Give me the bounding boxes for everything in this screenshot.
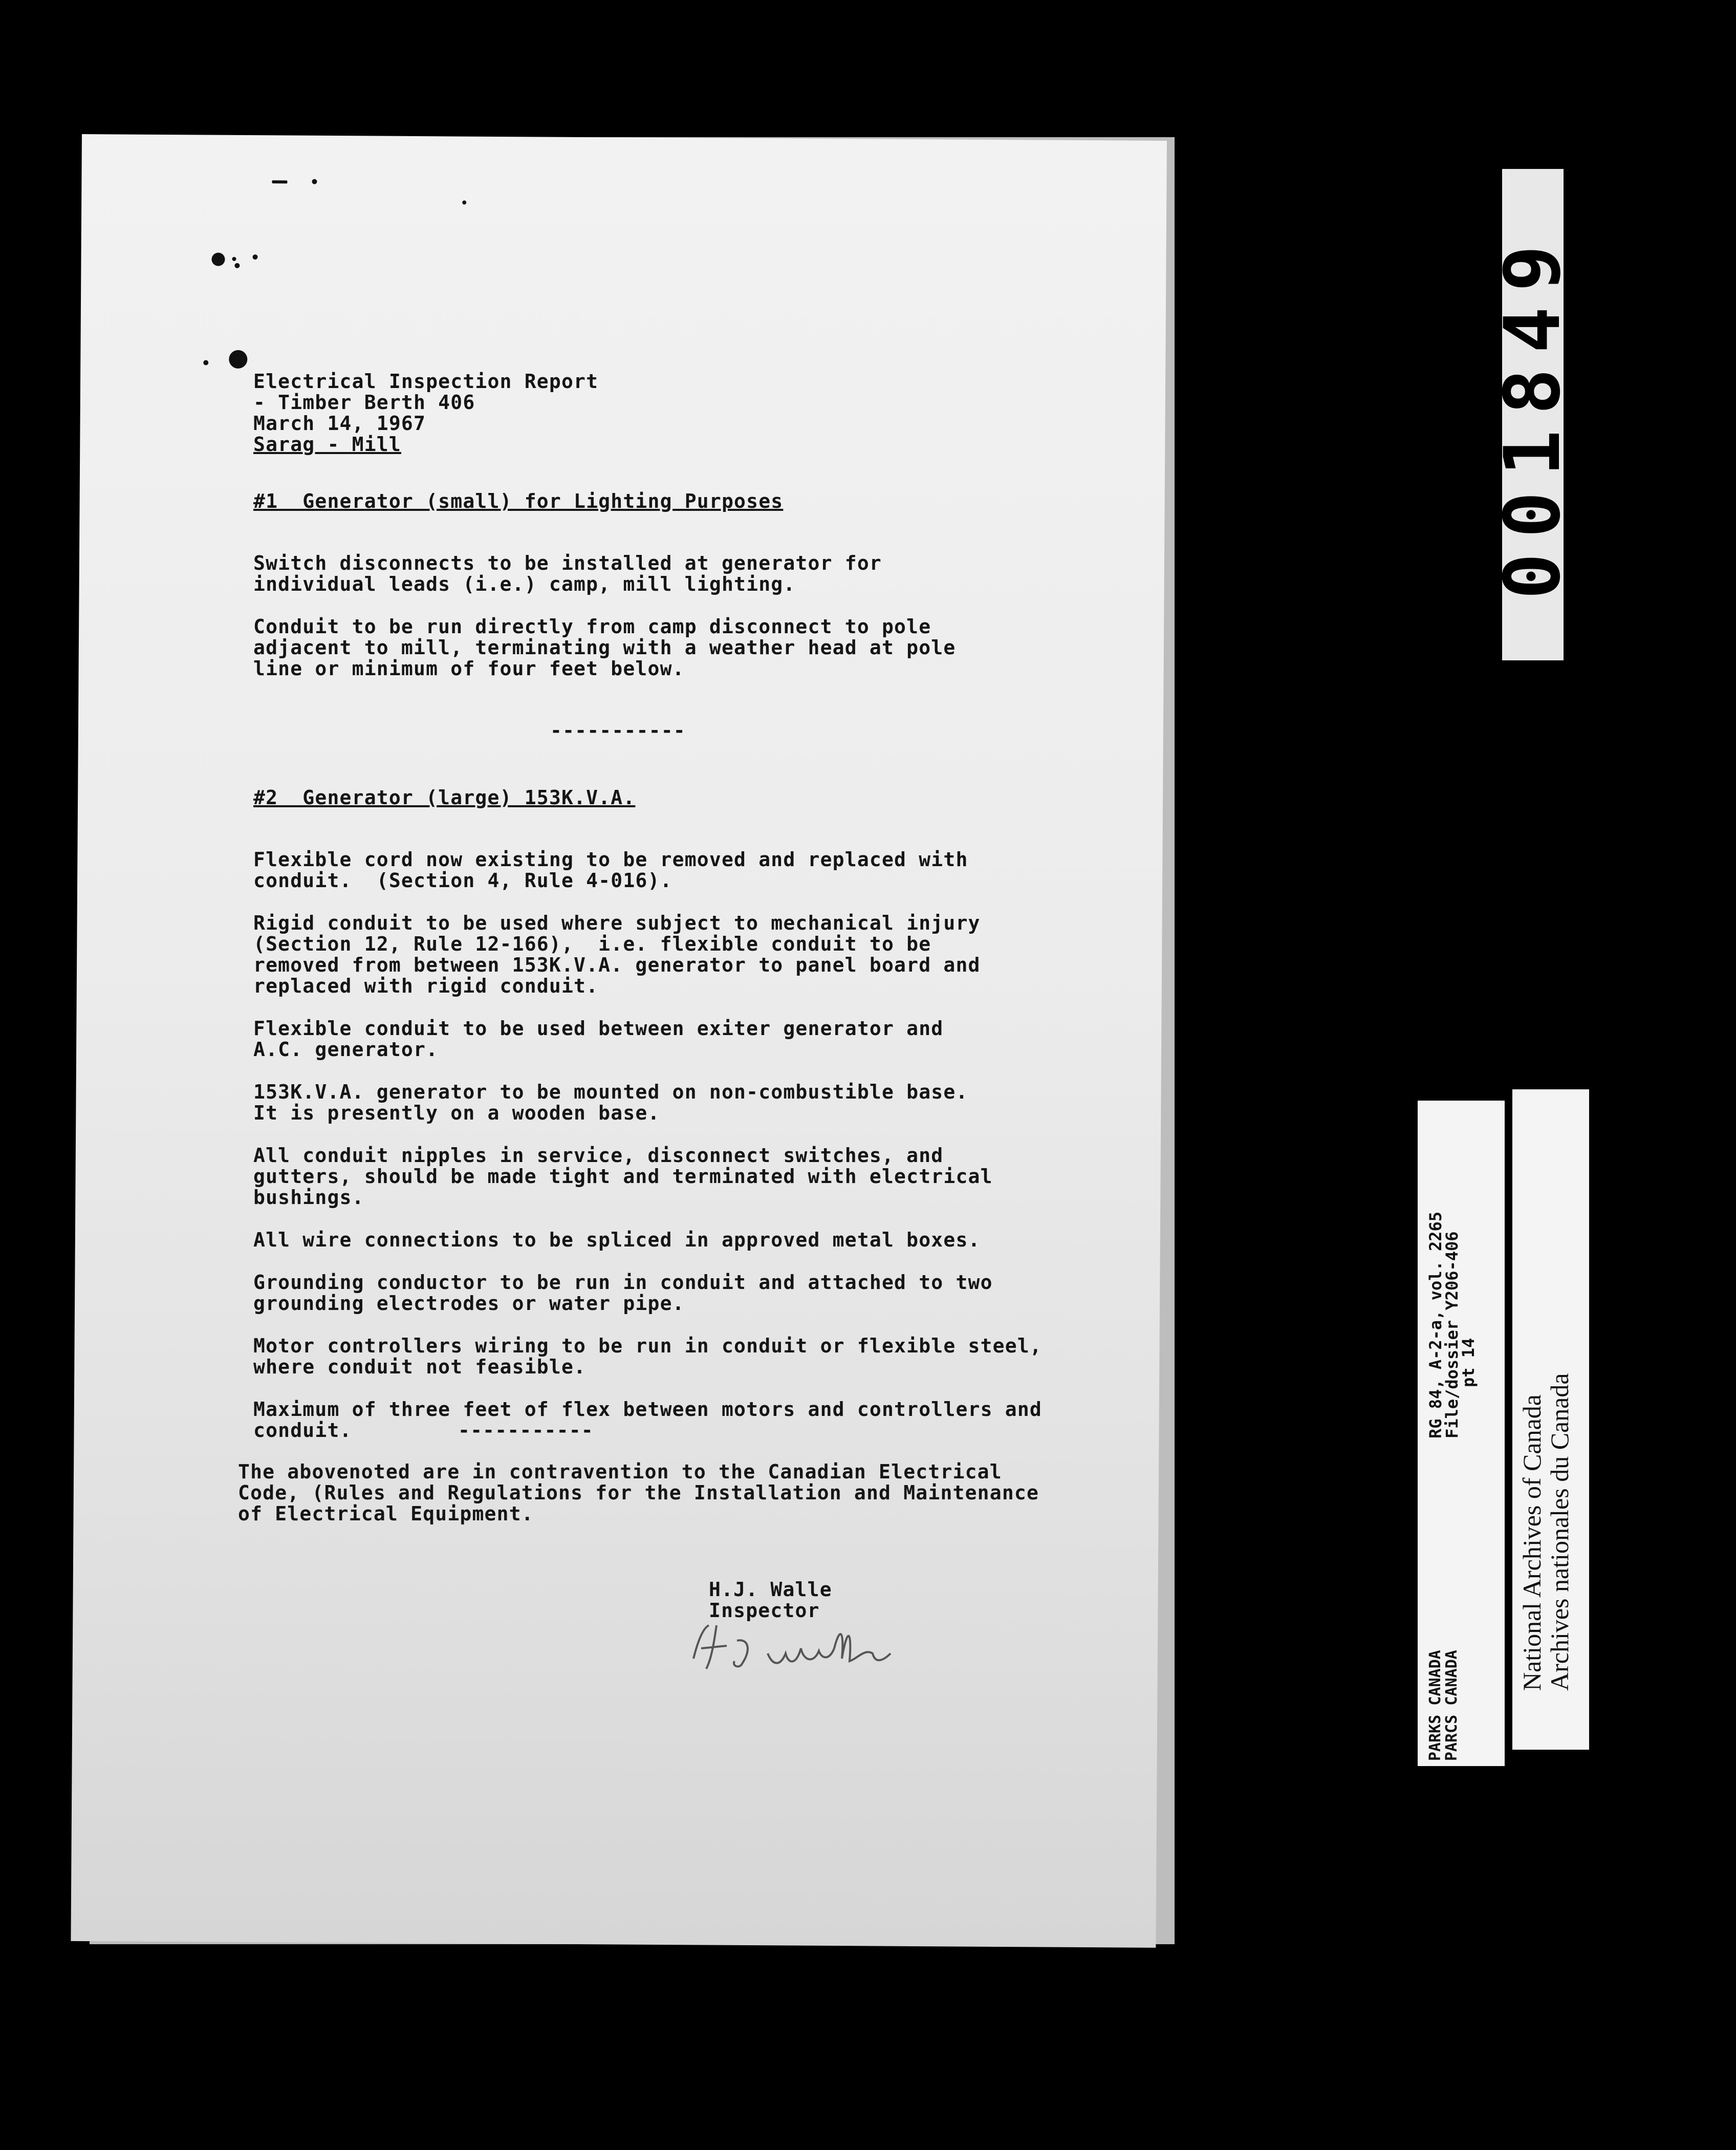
section2-paragraph (253, 1018, 1123, 1060)
report-body (238, 370, 1123, 1525)
text-line: Maximum of three feet of flex between motors and controllers and (253, 1398, 1042, 1421)
separator: ----------- (550, 719, 686, 742)
section2-paragraph (253, 1082, 1123, 1124)
text-line: Flexible conduit to be used between exiter generator and (253, 1017, 944, 1040)
text-line: where conduit not feasible. (253, 1356, 587, 1378)
section1-paragraph (253, 616, 1123, 679)
parcs-canada-line: PARCS CANADA (1443, 1650, 1461, 1761)
text-line: (Section 12, Rule 12-166), i.e. flexible conduit to be (253, 933, 931, 955)
section1-paragraph (253, 553, 1123, 595)
section2-heading-text: #2 Generator (large) 153K.V.A. (253, 786, 636, 809)
text-line: adjacent to mill, terminating with a weather head at pole (253, 636, 956, 659)
speck (312, 179, 317, 184)
file-ref-line: RG 84, A-2-a, vol. 2265 (1426, 1211, 1445, 1438)
file-ref-line: File/dossier Y206-406 (1442, 1231, 1462, 1438)
archives-line-en: National Archives of Canada (1517, 1394, 1546, 1691)
speck (272, 180, 287, 183)
speck (462, 201, 466, 205)
text-line: Rigid conduit to be used where subject to mechanical injury (253, 912, 981, 934)
text-line: bushings. (253, 1186, 364, 1209)
report-date: March 14, 1967 (253, 412, 426, 435)
section2-paragraph (253, 913, 1123, 997)
frame-number-text: 001849 (1488, 230, 1577, 599)
section1-heading-text: #1 Generator (small) for Lighting Purposes (253, 490, 784, 512)
signer-title: Inspector (709, 1599, 820, 1622)
section1-heading (253, 491, 1123, 512)
speck (253, 254, 258, 260)
text-line: conduit. (Section 4, Rule 4-016). (253, 869, 672, 892)
archives-label (1512, 1089, 1589, 1750)
report-header (253, 371, 1123, 455)
closing-paragraph (238, 1461, 1123, 1524)
text-line: of Electrical Equipment. (238, 1502, 534, 1525)
closing-separator: ----------- (458, 1419, 594, 1442)
section2-paragraph (253, 1145, 1123, 1208)
section2-paragraph (253, 849, 1123, 891)
text-line: It is presently on a wooden base. (253, 1102, 660, 1124)
file-reference-label (1418, 1101, 1505, 1766)
text-line: removed from between 153K.V.A. generator to panel board and (253, 954, 981, 976)
text-line: Code, (Rules and Regulations for the Installation and Maintenance (238, 1481, 1039, 1504)
parks-canada-line: PARKS CANADA (1426, 1650, 1444, 1761)
report-location: Sarag - Mill (253, 433, 401, 456)
text-line: Conduit to be run directly from camp disconnect to pole (253, 615, 931, 638)
text-line: Switch disconnects to be installed at generator for (253, 552, 882, 574)
section2-paragraph (253, 1230, 1123, 1251)
text-line: All wire connections to be spliced in approved metal boxes. (253, 1229, 981, 1251)
text-line: gutters, should be made tight and terminated with electrical (253, 1165, 993, 1188)
section2-paragraph (253, 1336, 1123, 1378)
text-line: All conduit nipples in service, disconnect switches, and (253, 1144, 944, 1167)
section2-heading (253, 787, 1123, 808)
report-berth: - Timber Berth 406 (253, 391, 475, 414)
section2-paragraph (253, 1272, 1123, 1314)
handwritten-signature (681, 1618, 911, 1674)
frame-number (1488, 169, 1577, 660)
hole-punch-mark (229, 350, 247, 369)
text-line: Motor controllers wiring to be run in conduit or flexible steel, (253, 1335, 1042, 1357)
text-line: individual leads (i.e.) camp, mill lighting. (253, 573, 796, 595)
signature-block (709, 1579, 832, 1621)
text-line: conduit. (253, 1419, 352, 1442)
speck (234, 263, 240, 268)
file-ref-line: pt 14 (1459, 1338, 1478, 1387)
signer-name: H.J. Walle (709, 1578, 832, 1601)
text-line: Grounding conductor to be run in conduit and attached to two (253, 1271, 993, 1294)
text-line: grounding electrodes or water pipe. (253, 1292, 685, 1315)
text-line: A.C. generator. (253, 1038, 439, 1061)
archives-line-fr: Archives nationales du Canada (1545, 1373, 1574, 1691)
report-title: Electrical Inspection Report (253, 370, 599, 393)
text-line: The abovenoted are in contravention to the Canadian Electrical (238, 1460, 1002, 1483)
hole-punch-mark (211, 253, 225, 266)
text-line: line or minimum of four feet below. (253, 657, 685, 680)
speck (232, 257, 236, 261)
text-line: Flexible cord now existing to be removed and replaced with (253, 848, 968, 871)
text-line: 153K.V.A. generator to be mounted on non-combustible base. (253, 1081, 968, 1103)
speck (203, 360, 208, 365)
text-line: replaced with rigid conduit. (253, 975, 599, 997)
